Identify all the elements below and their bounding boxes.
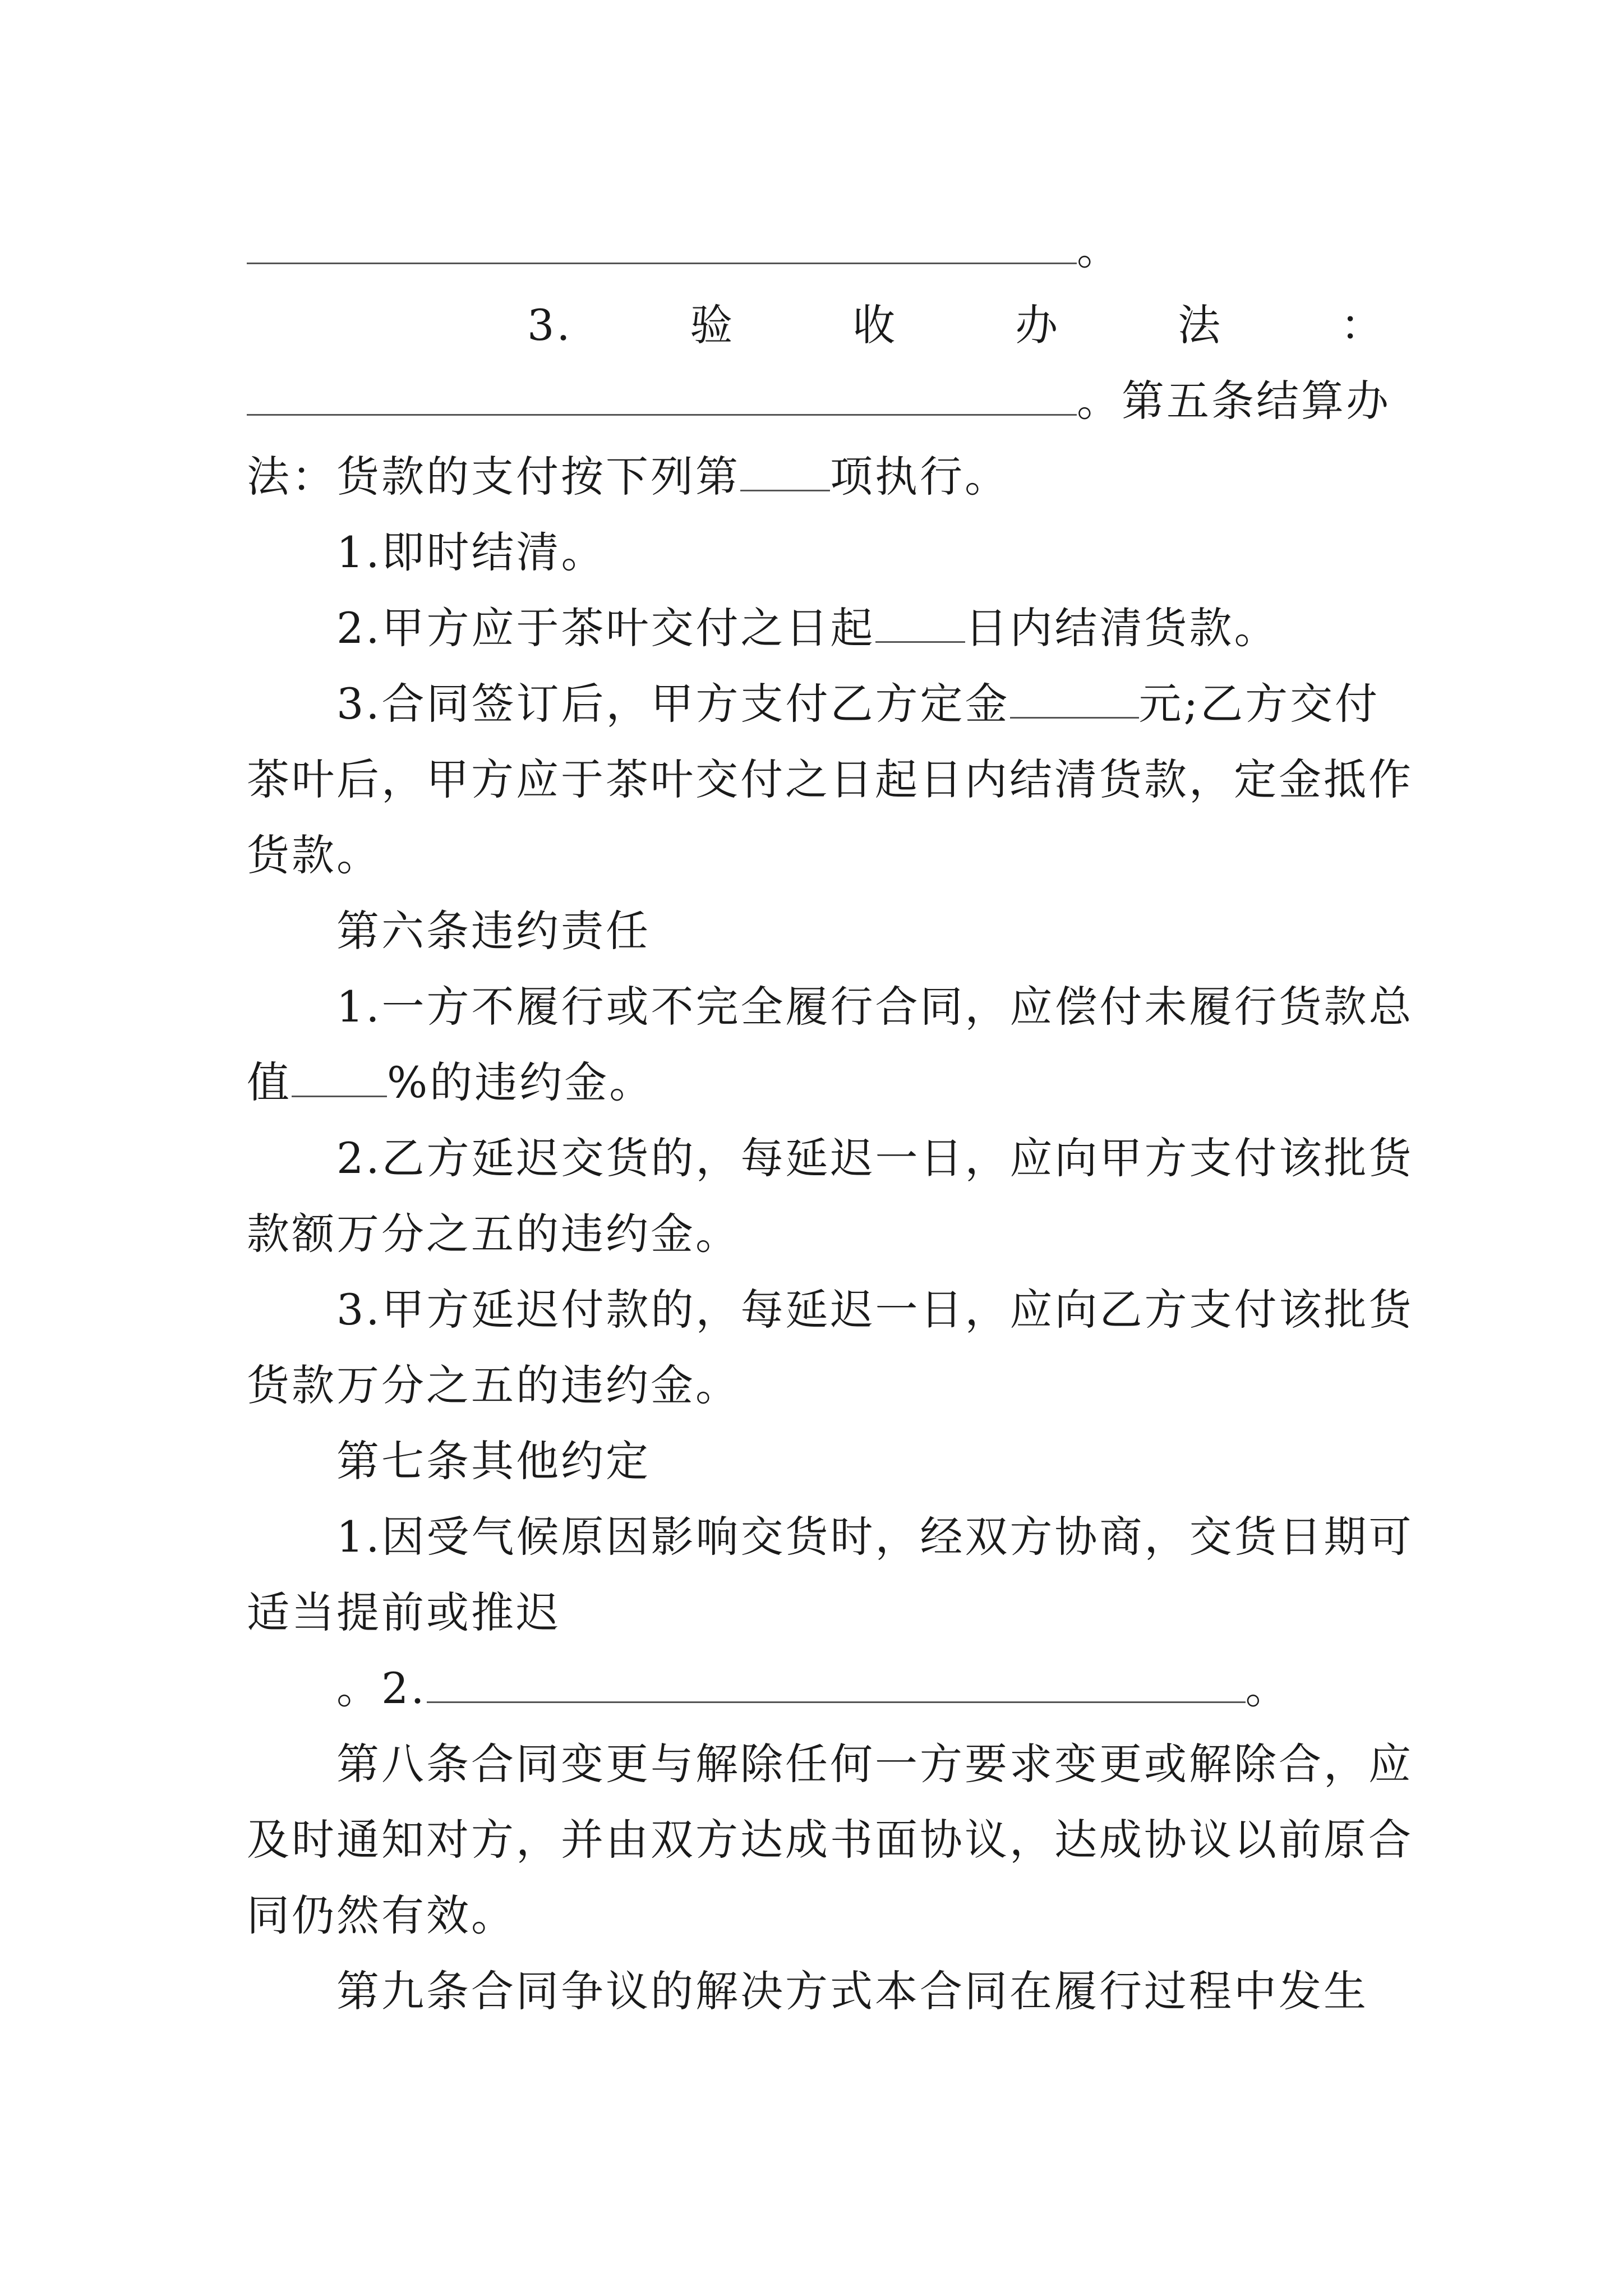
text: 日内结清货款。 bbox=[965, 603, 1279, 653]
line-14: 款额万分之五的违约金。 bbox=[247, 1209, 740, 1259]
text: 值 bbox=[247, 1057, 292, 1107]
line-9: 货款。 bbox=[247, 830, 381, 880]
fill-blank bbox=[292, 1060, 387, 1097]
line-24: 第九条合同争议的解决方式本合同在履行过程中发生 bbox=[336, 1966, 1368, 2016]
line-2-heading bbox=[247, 286, 1385, 365]
line-19: 适当提前或推迟 bbox=[247, 1588, 561, 1637]
section-heading-6: 第六条违约责任 bbox=[336, 906, 651, 956]
line-6 bbox=[247, 589, 1385, 668]
fill-blank bbox=[247, 378, 1077, 416]
text: 。2. bbox=[336, 1663, 427, 1713]
text: 2.甲方应于茶叶交付之日起 bbox=[336, 603, 875, 653]
line-22: 及时通知对方，并由双方达成书面协议，达成协议以前原合 bbox=[247, 1815, 1413, 1865]
line-13: 2.乙方延迟交货的，每延迟一日，应向甲方支付该批货 bbox=[336, 1133, 1414, 1183]
fill-blank bbox=[875, 605, 965, 643]
section-heading-7: 第七条其他约定 bbox=[336, 1436, 651, 1486]
text: 3.合同签订后，甲方支付乙方定金 bbox=[336, 679, 1010, 729]
char: 法 bbox=[1178, 300, 1223, 350]
fill-blank bbox=[740, 454, 830, 491]
char: 办 bbox=[1015, 300, 1061, 350]
char: 验 bbox=[690, 300, 735, 350]
fill-blank bbox=[427, 1665, 1246, 1703]
line-20 bbox=[247, 1649, 1385, 1728]
text: %的违约金。 bbox=[387, 1057, 654, 1107]
line-3 bbox=[247, 362, 1391, 440]
line-16: 货款万分之五的违约金。 bbox=[247, 1360, 740, 1410]
fill-blank bbox=[247, 227, 1077, 264]
line-8: 茶叶后，甲方应于茶叶交付之日起日内结清货款，定金抵作 bbox=[247, 754, 1413, 804]
text: 项执行。 bbox=[830, 452, 1009, 501]
line-1 bbox=[247, 210, 1385, 289]
char: ： bbox=[1340, 300, 1385, 350]
char: 收 bbox=[852, 300, 898, 350]
line-12 bbox=[247, 1043, 1385, 1122]
line-23: 同仍然有效。 bbox=[247, 1890, 516, 1940]
line-18: 1.因受气候原因影响交货时，经双方协商，交货日期可 bbox=[336, 1512, 1414, 1562]
text: 元;乙方交付 bbox=[1138, 679, 1380, 729]
text: 。 bbox=[1245, 1663, 1290, 1713]
line-21: 第八条合同变更与解除任何一方要求变更或解除合，应 bbox=[336, 1739, 1413, 1789]
text: 。第五条结算办 bbox=[1077, 376, 1391, 426]
line-5: 1.即时结清。 bbox=[336, 527, 606, 577]
line-15: 3.甲方延迟付款的，每延迟一日，应向乙方支付该批货 bbox=[336, 1285, 1414, 1335]
line-4 bbox=[247, 438, 1385, 516]
text: 法：货款的支付按下列第 bbox=[247, 452, 740, 501]
item-number: 3. bbox=[527, 300, 573, 350]
fill-blank bbox=[1010, 681, 1139, 719]
line-7 bbox=[247, 665, 1385, 743]
text: 。 bbox=[1077, 224, 1122, 274]
line-11: 1.一方不履行或不完全履行合同，应偿付未履行货款总 bbox=[336, 982, 1414, 1032]
